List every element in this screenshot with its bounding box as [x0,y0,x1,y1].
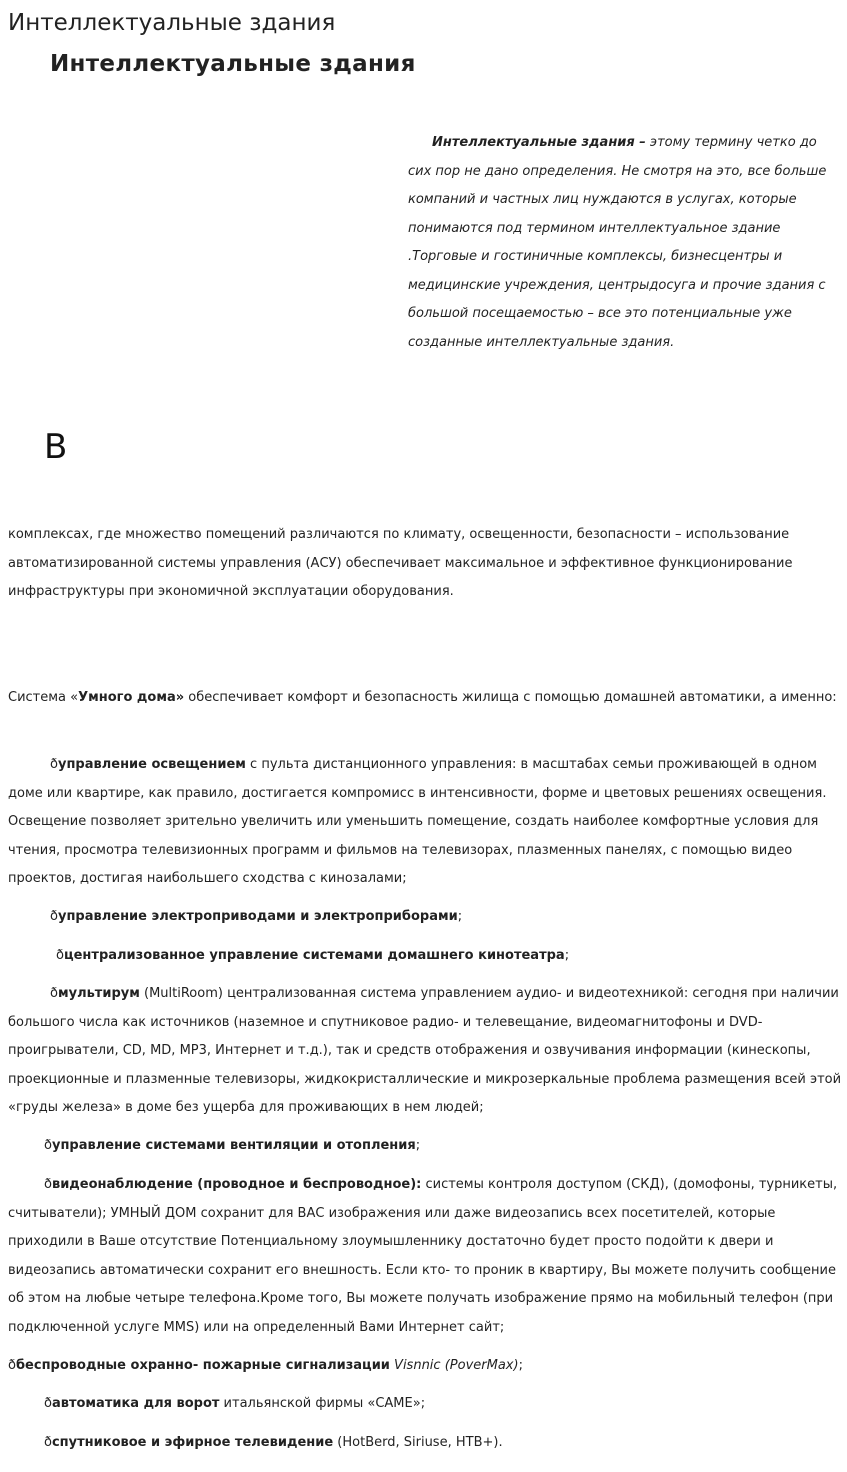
bullet-icon: ð [44,1396,52,1411]
list-item-ventilation [8,1132,843,1161]
list-item-bold: видеонаблюдение (проводное и беспроводное): [51,1177,422,1192]
list-item-text: (HotBerd, Siriuse, НТВ+). [333,1435,503,1450]
drop-cap-letter: В [44,427,68,467]
list-item-bold: беспроводные охранно- пожарные сигнализации [15,1358,390,1373]
bullet-icon: ð [8,1358,16,1373]
list-item-electric-drives [8,903,843,932]
smart-home-intro-paragraph [8,684,843,713]
list-item-text: ; [518,1358,523,1373]
list-item-bold: спутниковое и эфирное телевидение [51,1435,334,1450]
bullet-icon: ð [50,909,58,924]
page-title: Интеллектуальные здания [8,10,336,36]
system-text-after: обеспечивает комфорт и безопасность жилища с помощью домашней автоматики, а именно: [184,690,837,705]
intro-lead-bold: Интеллектуальные здания – [432,135,646,150]
list-item-bold: управление электроприводами и электроприборами [57,909,458,924]
document-heading: Интеллектуальные здания [50,51,416,77]
bullet-icon: ð [56,948,64,963]
list-item-bold: автоматика для ворот [51,1396,220,1411]
intro-text: этому термину четко до сих пор не дано определения. Не смотря на это, все больше компаний и частных лиц нуждаются в услугах, которые понимаются под термином интеллектуальное здание .Торговые и гостиничные комплексы, бизнесцентры и медицинские учреждения, центрыдосуга и прочие здания с большой посещаемостью – все это потенциальные уже созданные интеллектуальные здания. [408,135,827,350]
bullet-icon: ð [50,757,58,772]
list-item-video-surveillance [8,1171,843,1343]
list-item-text: системы контроля доступом (СКД), (домофоны, турникеты, считыватели); УМНЫЙ ДОМ сохранит для ВАС изображения или даже видеозапись всех посетителей, которые приходили в Ваше отсутствие Потенциальному злоумышленнику достаточно будет просто подойти к двери и видеозапись автоматически сохранит его внешность. Если кто- то проник в квартиру, Вы можете получить сообщение об этом на любые четыре телефона.Кроме того, Вы можете получать изображение прямо на мобильный телефон (при подключенной услуге MMS) или на определенный Вами Интернет сайт; [8,1177,838,1335]
list-item-bold: управление освещением [57,757,246,772]
list-item-bold: управление системами вентиляции и отопления [51,1138,416,1153]
list-item-italic: Visnnic (PoverMax) [389,1358,519,1373]
list-item-gates [8,1390,843,1419]
list-item-text: ; [457,909,463,924]
list-item-lighting [8,751,843,894]
list-item-alarms [8,1352,843,1381]
list-item-text: с пульта дистанционного управления: в масштабах семьи проживающей в одном доме или квартире, как правило, достигается компромисс в интенсивности, форме и цветовых решениях освещения. Освещение позволяет зрительно увеличить или уменьшить помещение, создать наиболее комфортные условия для чтения, просмотра телевизионных программ и фильмов на телевизорах, плазменных панелях, с помощью видео проектов, достигая наибольшего сходства с кинозалами; [8,757,827,887]
list-item-text: (MultiRoom) централизованная система управлением аудио- и видеотехникой: сегодня при наличии большого числа как источников (наземное и спутниковое радио- и телевещание, видеомагнитофоны и DVD-проигрыватели, CD, MD, MP3, Интернет и т.д.), так и средств отображения и озвучивания информации (кинескопы, проекционные и плазменные телевизоры, жидкокристаллические и микрозеркальные проблема размещения всей этой «груды железа» в доме без ущерба для проживающих в нем людей; [8,986,842,1116]
list-item-multiroom [8,980,843,1123]
list-item-text: итальянской фирмы «CAME»; [219,1396,426,1411]
bullet-icon: ð [44,1138,52,1153]
bullet-icon: ð [44,1435,52,1450]
list-item-bold: централизованное управление системами домашнего кинотеатра [63,948,565,963]
system-text-before: Система « [8,690,79,705]
complex-paragraph: комплексах, где множество помещений различаются по климату, освещенности, безопасности – использование автоматизированной системы управления (АСУ) обеспечивает максимальное и эффективное функционирование инфраструктуры при экономичной эксплуатации оборудования. [8,527,793,600]
intro-paragraph [408,129,832,357]
system-text-bold: Умного дома» [78,690,185,705]
list-item-satellite-tv [8,1429,843,1458]
list-item-bold: мультирум [57,986,140,1001]
bullet-icon: ð [50,986,58,1001]
list-item-text: ; [415,1138,421,1153]
list-item-text: ; [564,948,570,963]
bullet-icon: ð [44,1177,52,1192]
list-item-home-theater [8,942,843,971]
